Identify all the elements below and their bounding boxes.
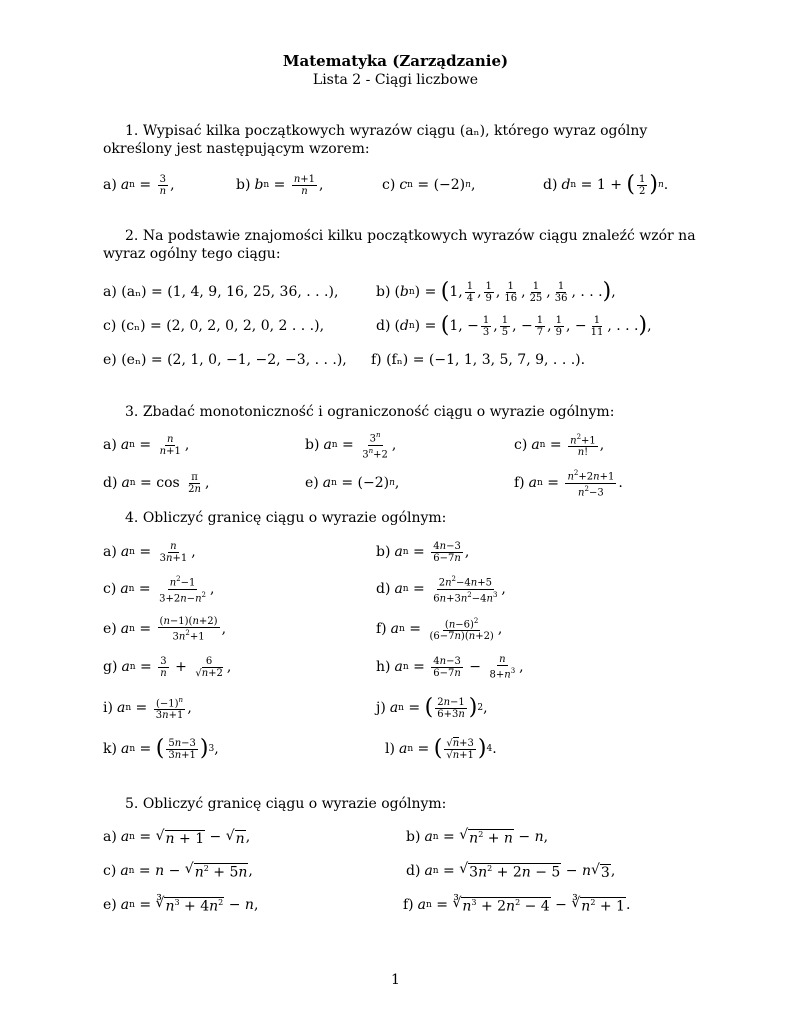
page-subtitle: Lista 2 - Ciągi liczbowe <box>312 72 479 88</box>
task5-item-d: d) a n = √ $3n^2 + 2n - 5$ − n √ 3 , <box>406 861 616 881</box>
task3-item-d: d) a n = cos $\frac{\pi}{2n}$ , <box>103 471 210 495</box>
task2-item-f: f) (fₙ) = (−1, 1, 3, 5, 7, 9, . . .). <box>371 352 586 368</box>
task4-item-d: d) a n = $\frac{2n^2-4n+5}{6n+3n^2-4n^3}$ , <box>376 575 506 604</box>
task5-text: Obliczyć granicę ciągu o wyrazie ogólnym: <box>142 796 447 812</box>
page-header <box>0 52 791 90</box>
task4-item-i: i) a n = $\frac{(-1)^n}{3n+1}$ , <box>103 695 192 722</box>
task3-text: Zbadać monotoniczność i ograniczoność ciągu o wyrazie ogólnym: <box>142 404 615 420</box>
task3-intro <box>103 403 698 421</box>
task4-item-c: c) a n = $\frac{n^2-1}{3+2n-n^2}$ , <box>103 575 215 604</box>
task5-item-a: a) a n = √ n + 1 − √ n , <box>103 827 251 847</box>
task4-number: 4. <box>125 510 139 526</box>
task4-row-5 <box>0 688 791 728</box>
task4-row-1 <box>0 532 791 572</box>
task2-text: Na podstawie znajomości kilku początkowych wyrazów ciągu znaleźć wzór na wyraz ogólny tego ciągu: <box>103 228 696 262</box>
task1-item-b: b) b n = $\frac{n+1}{n}$ , <box>236 173 324 197</box>
task3-item-b: b) a n = $\frac{3^n}{3^n+2}$ , <box>305 431 397 460</box>
task2-item-d: d) ( d n ) = ( 1, − $\frac{1}{3}$ , $\frac{1}{5}$ , − $\frac{1}{7}$ , $\frac{1}{9}$ , − $\frac{1}{11}$ , . . . ) , <box>376 313 652 338</box>
task2-item-b: b) ( b n ) = ( 1, $\frac{1}{4}$ , $\frac{1}{9}$ , $\frac{1}{16}$ , $\frac{1}{25}$ , $\frac{1}{36}$ , . . . ) , <box>376 279 616 304</box>
task1-item-a: a) a n = $\frac{3}{n}$ , <box>103 173 175 197</box>
task3-number: 3. <box>125 404 139 420</box>
task4-item-a: a) a n = $\frac{n}{3n+1}$ , <box>103 540 196 564</box>
task1-row <box>0 165 791 205</box>
task1-item-c: c) c n = (−2) n , <box>382 177 476 193</box>
task5-item-e: e) a n = ∛ $n^3 + 4n^2$ − n , <box>103 895 259 915</box>
task4-item-e: e) a n = $\frac{(n-1)(n+2)}{3n^2+1}$ , <box>103 615 227 643</box>
task4-item-k: k) a n = ( $\frac{5n-3}{3n+1}$ ) 3 , <box>103 736 219 761</box>
task4-row-6 <box>0 729 791 769</box>
task1-number: 1. <box>125 123 139 139</box>
task2-number: 2. <box>125 228 139 244</box>
task4-text: Obliczyć granicę ciągu o wyrazie ogólnym: <box>142 510 447 526</box>
task4-intro <box>103 509 698 527</box>
page-number: 1 <box>391 972 400 988</box>
page-title: Matematyka (Zarządzanie) <box>282 52 509 70</box>
task3-item-e: e) a n = (−2) n , <box>305 475 400 491</box>
task1-intro <box>103 122 698 158</box>
task5-item-f: f) a n = ∛ $n^3 + 2n^2 - 4$ − ∛ $n^2 + 1$ . <box>403 895 631 915</box>
task5-item-b: b) a n = √ $n^2 + n$ − n , <box>406 827 549 847</box>
task2-item-a: a) (aₙ) = (1, 4, 9, 16, 25, 36, . . .), <box>103 284 339 300</box>
task3-row-1 <box>0 425 791 465</box>
task4-item-h: h) a n = $\frac{4n-3}{6-7n}$ − $\frac{n}{8+n^3}$ , <box>376 653 524 681</box>
task4-item-b: b) a n = $\frac{4n-3}{6-7n}$ , <box>376 540 470 564</box>
task4-item-l: l) a n = ( $\frac{√n+3}{√n+1}$ ) 4 . <box>385 736 497 761</box>
task5-number: 5. <box>125 796 139 812</box>
task2-item-c: c) (cₙ) = (2, 0, 2, 0, 2, 0, 2 . . .), <box>103 318 325 334</box>
task1-text: Wypisać kilka początkowych wyrazów ciągu (aₙ), którego wyraz ogólny określony jest następującym wzorem: <box>103 123 648 157</box>
task2-row-3 <box>0 340 791 380</box>
task5-row-3 <box>0 885 791 925</box>
task4-item-j: j) a n = ( $\frac{2n-1}{6+3n}$ ) 2 , <box>376 695 488 720</box>
task4-row-4 <box>0 647 791 687</box>
task3-item-c: c) a n = $\frac{n^2+1}{n!}$ , <box>514 432 605 459</box>
task5-item-c: c) a n = n − √ $n^2 + 5n$ , <box>103 861 253 881</box>
task4-item-g: g) a n = $\frac{3}{n}$ + $\frac{6}{√n+2}$ , <box>103 655 232 679</box>
task2-intro <box>103 227 698 263</box>
task4-item-f: f) a n = $\frac{(n-6)^2}{(6-7n)(n+2)}$ , <box>376 616 503 643</box>
task3-item-a: a) a n = $\frac{n}{n+1}$ , <box>103 433 190 457</box>
task1-item-d: d) d n = 1 + ( $\frac{1}{2}$ ) n . <box>543 172 669 197</box>
task2-item-e: e) (eₙ) = (2, 1, 0, −1, −2, −3, . . .), <box>103 352 347 368</box>
task4-row-3 <box>0 609 791 649</box>
task3-item-f: f) a n = $\frac{n^2+2n+1}{n^2-3}$ . <box>514 469 623 498</box>
task4-row-2 <box>0 569 791 609</box>
task5-intro <box>103 795 698 813</box>
task3-row-2 <box>0 463 791 503</box>
